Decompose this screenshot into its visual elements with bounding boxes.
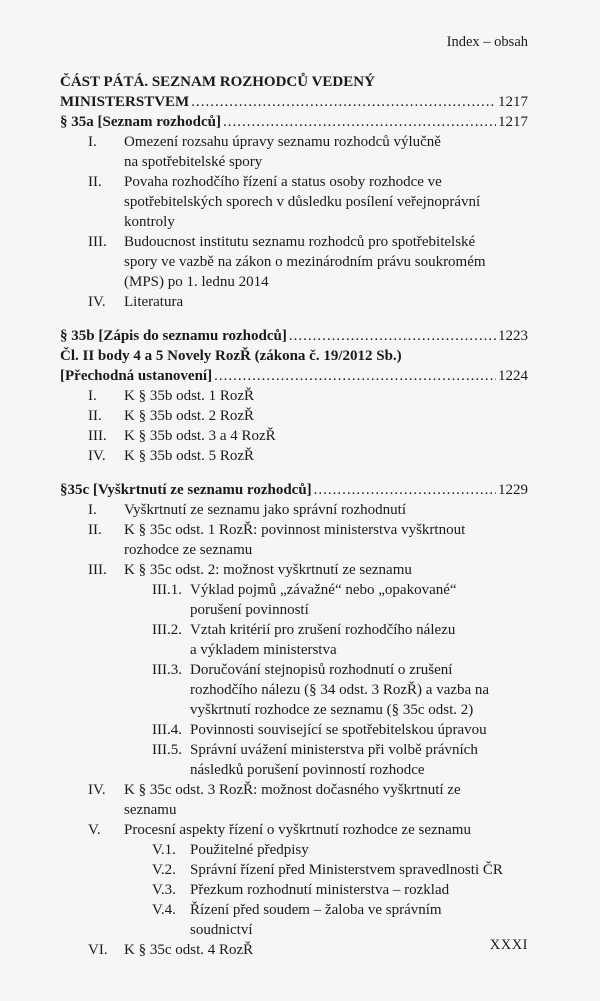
entry-number: V.4. [152, 902, 176, 918]
part-title-text: MINISTERSTVEM [60, 94, 190, 110]
toc-entry [60, 560, 528, 580]
entry-text: K § 35b odst. 3 a 4 RozŘ [124, 428, 276, 444]
toc-subentry-continuation [60, 700, 528, 720]
toc-subentry [60, 620, 528, 640]
table-of-contents [60, 72, 528, 960]
toc-entry-continuation [60, 192, 528, 212]
entry-number: V.2. [152, 862, 176, 878]
entry-text: Použitelné předpisy [190, 842, 309, 858]
leader-dots [289, 326, 496, 346]
entry-number: II. [88, 174, 102, 190]
entry-text: vyškrtnutí rozhodce ze seznamu (§ 35c odst. 2) [190, 702, 474, 718]
section-35c-heading [60, 480, 528, 500]
toc-entry [60, 292, 528, 312]
entry-text: a výkladem ministerstva [190, 642, 337, 658]
entry-number: IV. [88, 294, 106, 310]
toc-subentry-continuation [60, 680, 528, 700]
entry-text: Správní řízení před Ministerstvem spravedlnosti ČR [190, 862, 503, 878]
toc-subentry [60, 660, 528, 680]
toc-entry [60, 500, 528, 520]
entry-text: K § 35c odst. 4 RozŘ [124, 942, 254, 958]
entry-text: K § 35b odst. 1 RozŘ [124, 388, 255, 404]
toc-subentry [60, 580, 528, 600]
entry-number: I. [88, 388, 97, 404]
entry-number: III.2. [152, 622, 182, 638]
entry-number: II. [88, 408, 102, 424]
entry-number: III.3. [152, 662, 182, 678]
entry-text: následků porušení povinností rozhodce [190, 762, 425, 778]
entry-text: Povaha rozhodčího řízení a status osoby rozhodce ve [124, 174, 442, 190]
entry-number: V. [88, 822, 101, 838]
entry-text: spory ve vazbě na zákon o mezinárodním právu soukromém [124, 254, 486, 270]
toc-subentry [60, 720, 528, 740]
entry-text: K § 35c odst. 3 RozŘ: možnost dočasného vyškrtnutí ze [124, 782, 461, 798]
page-number: 1229 [498, 482, 528, 498]
toc-subentry-continuation [60, 760, 528, 780]
entry-number: III. [88, 234, 107, 250]
entry-number: III.1. [152, 582, 182, 598]
part-title-line1: ČÁST PÁTÁ. SEZNAM ROZHODCŮ VEDENÝ [60, 74, 375, 90]
entry-number: II. [88, 522, 102, 538]
entry-text: (MPS) po 1. lednu 2014 [124, 274, 269, 290]
toc-subentry [60, 840, 528, 860]
section-title: § 35b [Zápis do seznamu rozhodců] [60, 328, 287, 344]
entry-number: VI. [88, 942, 108, 958]
entry-text: na spotřebitelské spory [124, 154, 263, 170]
running-head: Index – obsah [446, 34, 528, 50]
toc-subentry [60, 880, 528, 900]
entry-text: Správní uvážení ministerstva při volbě právních [190, 742, 478, 758]
entry-text: Literatura [124, 294, 184, 310]
toc-entry [60, 780, 528, 800]
entry-number: III. [88, 428, 107, 444]
entry-number: I. [88, 502, 97, 518]
toc-entry-continuation [60, 800, 528, 820]
entry-number: V.3. [152, 882, 176, 898]
section-title: §35c [Vyškrtnutí ze seznamu rozhodců] [60, 482, 312, 498]
entry-number: III. [88, 562, 107, 578]
entry-text: K § 35b odst. 5 RozŘ [124, 448, 255, 464]
page-number: 1217 [498, 114, 528, 130]
entry-number: V.1. [152, 842, 176, 858]
leader-dots [223, 112, 496, 132]
section-title: § 35a [Seznam rozhodců] [60, 114, 221, 130]
entry-number: III.5. [152, 742, 182, 758]
entry-text: Omezení rozsahu úpravy seznamu rozhodců výlučně [124, 134, 441, 150]
part-title-line2 [60, 92, 528, 112]
entry-text: Povinnosti související se spotřebitelskou úpravou [190, 722, 487, 738]
leader-dots [191, 92, 496, 112]
section-35b-heading [60, 326, 528, 346]
entry-text: Doručování stejnopisů rozhodnutí o zrušení [190, 662, 453, 678]
section-title: [Přechodná ustanovení] [60, 368, 213, 384]
entry-text: Vztah kritérií pro zrušení rozhodčího nálezu [190, 622, 456, 638]
toc-entry [60, 940, 528, 960]
page-folio: XXXI [489, 937, 528, 953]
toc-entry [60, 406, 528, 426]
toc-entry [60, 132, 528, 152]
page-number: 1217 [498, 94, 528, 110]
article-ii-heading-line2 [60, 366, 528, 386]
toc-subentry [60, 740, 528, 760]
entry-text: K § 35c odst. 2: možnost vyškrtnutí ze seznamu [124, 562, 412, 578]
entry-text: soudnictví [190, 922, 253, 938]
toc-entry-continuation [60, 272, 528, 292]
entry-text: K § 35c odst. 1 RozŘ: povinnost ministerstva vyškrtnout [124, 522, 466, 538]
toc-entry-continuation [60, 252, 528, 272]
entry-number: IV. [88, 448, 106, 464]
toc-entry [60, 820, 528, 840]
leader-dots [214, 366, 496, 386]
entry-text: Procesní aspekty řízení o vyškrtnutí rozhodce ze seznamu [124, 822, 471, 838]
entry-text: Vyškrtnutí ze seznamu jako správní rozhodnutí [124, 502, 407, 518]
entry-text: rozhodce ze seznamu [124, 542, 253, 558]
entry-text: kontroly [124, 214, 175, 230]
toc-subentry-continuation [60, 600, 528, 620]
entry-number: I. [88, 134, 97, 150]
entry-text: spotřebitelských sporech v důsledku posílení veřejnoprávní [124, 194, 481, 210]
toc-subentry [60, 900, 528, 920]
entry-text: Výklad pojmů „závažné“ nebo „opakované“ [190, 582, 457, 598]
entry-text: K § 35b odst. 2 RozŘ [124, 408, 255, 424]
toc-entry [60, 446, 528, 466]
leader-dots [314, 480, 496, 500]
toc-entry [60, 172, 528, 192]
entry-number: III.4. [152, 722, 182, 738]
article-ii-heading-line1: Čl. II body 4 a 5 Novely RozŘ (zákona č. 19/2012 Sb.) [60, 348, 402, 364]
entry-text: seznamu [124, 802, 177, 818]
toc-entry-continuation [60, 152, 528, 172]
toc-subentry-continuation [60, 640, 528, 660]
toc-subentry-continuation [60, 920, 528, 940]
toc-entry [60, 386, 528, 406]
toc-subentry [60, 860, 528, 880]
toc-entry [60, 520, 528, 540]
entry-number: IV. [88, 782, 106, 798]
page-number: 1224 [498, 368, 528, 384]
toc-entry-continuation [60, 540, 528, 560]
toc-entry-continuation [60, 212, 528, 232]
entry-text: Přezkum rozhodnutí ministerstva – rozklad [190, 882, 450, 898]
entry-text: rozhodčího nálezu (§ 34 odst. 3 RozŘ) a vazba na [190, 682, 490, 698]
entry-text: Řízení před soudem – žaloba ve správním [190, 902, 442, 918]
toc-entry [60, 232, 528, 252]
toc-entry [60, 426, 528, 446]
page-number: 1223 [498, 328, 528, 344]
entry-text: Budoucnost institutu seznamu rozhodců pro spotřebitelské [124, 234, 476, 250]
entry-text: porušení povinností [190, 602, 309, 618]
section-35a-heading [60, 112, 528, 132]
